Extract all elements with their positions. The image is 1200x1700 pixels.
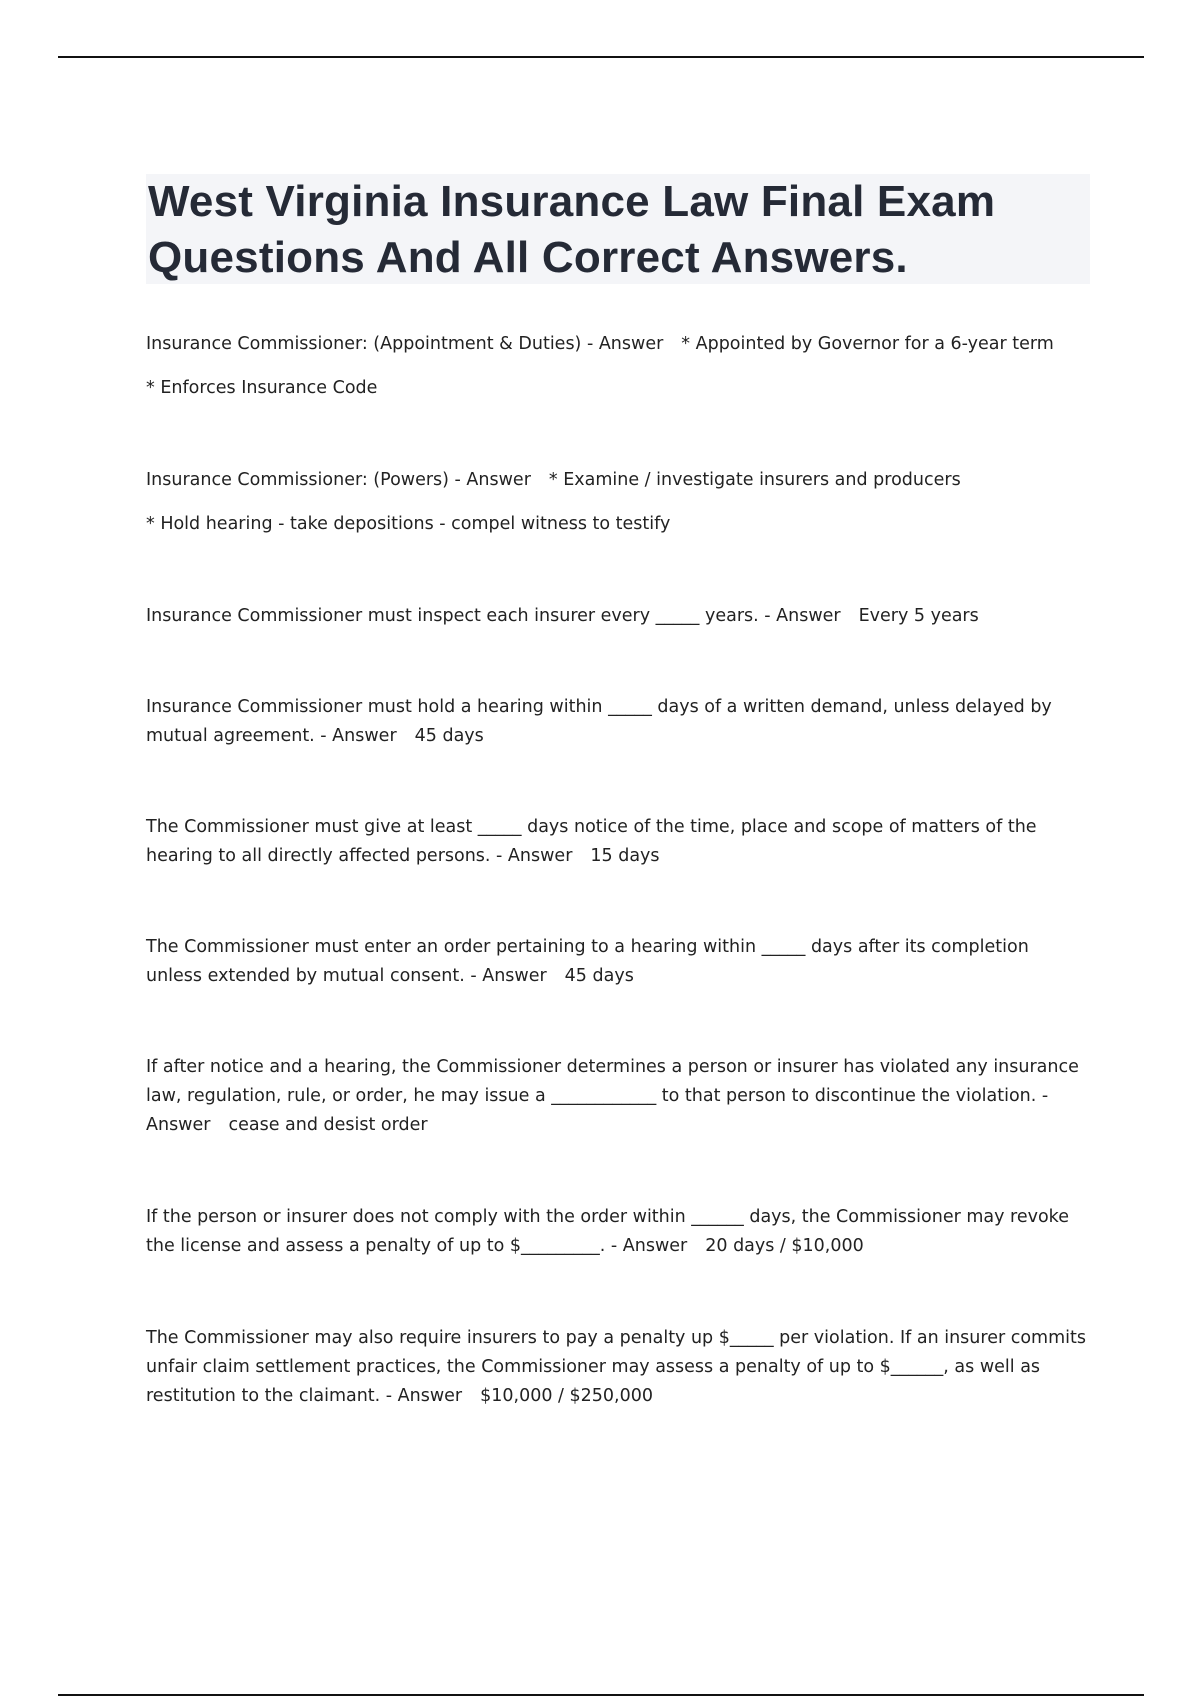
question-text: If the person or insurer does not comply with the order within ______ days, the Commissioner may revoke the license and assess a penalty of up to $_________. - Answer: [146, 1207, 1069, 1256]
question-text: The Commissioner must enter an order pertaining to a hearing within _____ days after its completion unless extended by mutual consent. - Answer: [146, 937, 1029, 986]
answer-text: 45 days: [564, 966, 634, 986]
qa-item-6: [146, 933, 1086, 991]
question-text: Insurance Commissioner: (Powers) - Answer: [146, 470, 531, 490]
question-text: If after notice and a hearing, the Commissioner determines a person or insurer has violated any insurance law, regulation, rule, or order, he may issue a ____________ to that person to discontinue the violation. - Answer: [146, 1057, 1079, 1135]
question-text: Insurance Commissioner: (Appointment & Duties) - Answer: [146, 334, 664, 354]
title-block: [146, 174, 1090, 284]
qa-item-2: [146, 466, 1086, 539]
answer-text: * Appointed by Governor for a 6-year term: [681, 334, 1054, 354]
qa-item-5: [146, 813, 1086, 871]
qa-item-8: [146, 1203, 1086, 1261]
question-text: The Commissioner may also require insurers to pay a penalty up $_____ per violation. If an insurer commits unfair claim settlement practices, the Commissioner may assess a penalty of up to $______, as well as restitution to the claimant. - Answer: [146, 1328, 1086, 1406]
bottom-divider: [58, 1694, 1144, 1696]
qa-item-4: [146, 693, 1086, 751]
answer-text: $10,000 / $250,000: [480, 1386, 654, 1406]
qa-item-9: [146, 1324, 1086, 1411]
answer-text: Every 5 years: [858, 606, 979, 626]
question-text: Insurance Commissioner must hold a hearing within _____ days of a written demand, unless delayed by mutual agreement. - Answer: [146, 697, 1052, 746]
answer-text: 45 days: [414, 726, 484, 746]
answer-text: * Examine / investigate insurers and producers: [548, 470, 961, 490]
qa-item-1: [146, 330, 1086, 403]
document-title: West Virginia Insurance Law Final Exam Questions And All Correct Answers.: [148, 177, 996, 282]
answer-text: 20 days / $10,000: [705, 1236, 864, 1256]
qa-item-7: [146, 1053, 1086, 1140]
top-divider: [58, 56, 1144, 58]
question-text: Insurance Commissioner must inspect each insurer every _____ years. - Answer: [146, 606, 841, 626]
answer-line-2: * Enforces Insurance Code: [146, 378, 378, 398]
question-text: The Commissioner must give at least _____ days notice of the time, place and scope of matters of the hearing to all directly affected persons. - Answer: [146, 817, 1037, 866]
qa-item-3: [146, 602, 1086, 631]
answer-text: cease and desist order: [228, 1115, 428, 1135]
answer-line-2: * Hold hearing - take depositions - compel witness to testify: [146, 514, 671, 534]
answer-text: 15 days: [590, 846, 660, 866]
